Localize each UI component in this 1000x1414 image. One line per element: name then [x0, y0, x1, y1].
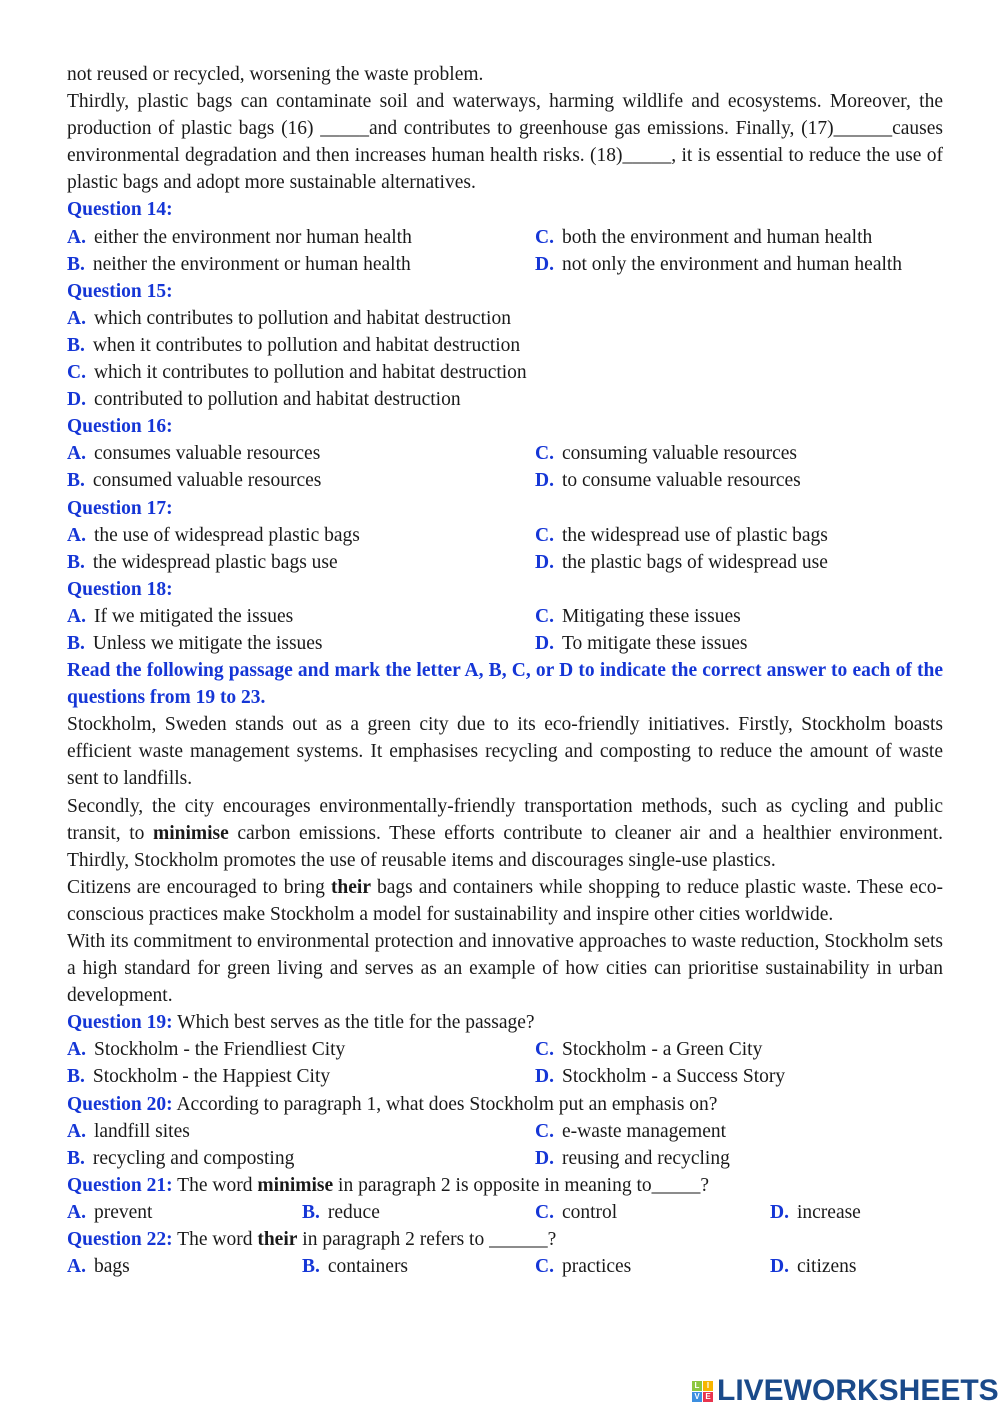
question-21: [67, 1172, 943, 1199]
option-letter: B.: [67, 1066, 85, 1088]
option-text: neither the environment or human health: [92, 253, 411, 275]
passage-paragraph-4: With its commitment to environmental protection and innovative approaches to waste reduction, Stockholm sets a high standard for green living and serves as an example of how cities can prioritise sustainability in urban development.: [67, 931, 943, 1007]
q14-option-d[interactable]: [535, 251, 902, 278]
option-text: to consume valuable resources: [561, 470, 801, 492]
text-segment: bags and containers while shopping to reduce plastic waste. These eco-conscious practices make Stockholm a model for sustainability and inspire other cities worldwide.: [67, 876, 943, 925]
option-letter: B.: [67, 632, 85, 654]
option-text: Stockholm - a Success Story: [561, 1066, 786, 1088]
option-letter: D.: [770, 1201, 789, 1223]
logo-tile: E: [703, 1392, 713, 1402]
q18-option-d[interactable]: [535, 630, 747, 657]
option-letter: A.: [67, 1120, 86, 1142]
q22-option-c[interactable]: [535, 1253, 770, 1280]
option-text: Stockholm - the Happiest City: [92, 1066, 331, 1088]
passage-text: not reused or recycled, worsening the waste problem.: [67, 64, 484, 85]
bold-word: their: [257, 1229, 298, 1251]
option-letter: A.: [67, 605, 86, 627]
q21-option-a[interactable]: [67, 1199, 302, 1226]
section-instruction: Read the following passage and mark the letter A, B, C, or D to indicate the correct answer to each of the questions from 19 to 23.: [67, 660, 943, 709]
worksheet-page: [67, 61, 943, 1280]
option-text: landfill sites: [93, 1120, 190, 1142]
option-text: the use of widespread plastic bags: [93, 524, 360, 546]
q17-option-c[interactable]: [535, 522, 828, 549]
q16-option-b[interactable]: [67, 467, 535, 494]
question-stem: The word: [177, 1174, 258, 1196]
option-letter: C.: [535, 1201, 554, 1223]
question-14-label: Question 14:: [67, 199, 173, 221]
question-16-label: Question 16:: [67, 416, 173, 438]
option-letter: D.: [535, 1147, 554, 1169]
q17-option-d[interactable]: [535, 549, 828, 576]
option-text: practices: [561, 1256, 632, 1278]
q19-option-d[interactable]: [535, 1063, 785, 1090]
q18-option-a[interactable]: [67, 603, 535, 630]
option-text: e-waste management: [561, 1120, 727, 1142]
question-19: [67, 1009, 943, 1036]
option-text: Stockholm - the Friendliest City: [93, 1039, 346, 1061]
logo-tile: V: [692, 1392, 702, 1402]
q22-option-b[interactable]: [302, 1253, 535, 1280]
q19-option-b[interactable]: [67, 1063, 535, 1090]
option-letter: D.: [535, 632, 554, 654]
question-stem: According to paragraph 1, what does Stockholm put an emphasis on?: [176, 1093, 718, 1115]
question-stem: The word: [177, 1229, 258, 1251]
passage-paragraph-3: [67, 874, 943, 928]
question-20: [67, 1091, 943, 1118]
text-segment: carbon emissions. These efforts contribute to cleaner air and a healthier environment. Thirdly, Stockholm promotes the use of reusable items and discourages single-use plastics.: [67, 822, 943, 871]
q22-option-a[interactable]: [67, 1253, 302, 1280]
option-letter: C.: [535, 1256, 554, 1278]
option-letter: D.: [67, 389, 86, 411]
option-text: Mitigating these issues: [561, 605, 741, 627]
q14-option-a[interactable]: [67, 224, 535, 251]
option-letter: A.: [67, 524, 86, 546]
q15-option-b[interactable]: [67, 332, 943, 359]
question-label: Question 20:: [67, 1093, 173, 1115]
q15-option-a[interactable]: [67, 305, 943, 332]
option-letter: A.: [67, 226, 86, 248]
question-stem: Which best serves as the title for the passage?: [177, 1012, 535, 1034]
option-text: To mitigate these issues: [561, 632, 748, 654]
option-letter: C.: [535, 605, 554, 627]
option-text: consumes valuable resources: [93, 443, 321, 465]
logo-tile: I: [703, 1381, 713, 1391]
option-letter: B.: [302, 1256, 320, 1278]
option-text: Unless we mitigate the issues: [92, 632, 323, 654]
text-segment: Citizens are encouraged to bring: [67, 876, 331, 898]
option-letter: C.: [535, 524, 554, 546]
question-label: Question 21:: [67, 1174, 173, 1196]
option-letter: B.: [67, 334, 85, 356]
bold-word: minimise: [257, 1174, 334, 1196]
option-letter: B.: [302, 1201, 320, 1223]
q15-option-d[interactable]: [67, 386, 943, 413]
q20-option-c[interactable]: [535, 1118, 726, 1145]
question-18-label: Question 18:: [67, 578, 173, 600]
question-label: Question 19:: [67, 1012, 173, 1034]
q19-option-c[interactable]: [535, 1036, 762, 1063]
bold-word: minimise: [152, 822, 229, 844]
logo-tile: L: [692, 1381, 702, 1391]
option-letter: D.: [535, 1066, 554, 1088]
q19-option-a[interactable]: [67, 1036, 535, 1063]
logo-wordmark: LIVEWORKSHEETS: [717, 1374, 999, 1407]
passage-paragraph: Thirdly, plastic bags can contaminate soil and waterways, harming wildlife and ecosystems. Moreover, the production of plastic bags (16) _____and contributes to greenhouse gas emissions. Finally, (17)______causes environmental degradation and then increases human health risks. (18)_____, it is essential to reduce the use of plastic bags and adopt more sustainable alternatives.: [67, 91, 943, 194]
q18-option-b[interactable]: [67, 630, 535, 657]
logo-tiles-icon: [692, 1381, 713, 1402]
q21-option-b[interactable]: [302, 1199, 535, 1226]
q20-option-a[interactable]: [67, 1118, 535, 1145]
option-letter: A.: [67, 307, 86, 329]
option-letter: B.: [67, 551, 85, 573]
option-text: If we mitigated the issues: [93, 605, 294, 627]
text-segment: Secondly, the city encourages environmentally-friendly transportation methods, such as cycling and public transit, to: [67, 795, 943, 844]
q14-option-c[interactable]: [535, 224, 872, 251]
option-letter: C.: [535, 443, 554, 465]
option-letter: A.: [67, 1256, 86, 1278]
option-letter: A.: [67, 443, 86, 465]
q18-option-c[interactable]: [535, 603, 741, 630]
option-text: when it contributes to pollution and habitat destruction: [92, 334, 521, 356]
option-text: containers: [327, 1256, 409, 1278]
option-text: citizens: [796, 1256, 857, 1278]
option-text: consuming valuable resources: [561, 443, 797, 465]
q20-option-d[interactable]: [535, 1145, 730, 1172]
option-text: the widespread use of plastic bags: [561, 524, 828, 546]
q16-option-d[interactable]: [535, 467, 801, 494]
option-letter: B.: [67, 1147, 85, 1169]
liveworksheets-logo: [692, 1374, 999, 1408]
question-stem: in paragraph 2 refers to ______?: [297, 1229, 557, 1251]
question-15-label: Question 15:: [67, 280, 173, 302]
option-letter: D.: [770, 1256, 789, 1278]
q20-option-b[interactable]: [67, 1145, 535, 1172]
q16-option-c[interactable]: [535, 440, 797, 467]
q14-option-b[interactable]: [67, 251, 535, 278]
q21-option-d[interactable]: [770, 1199, 861, 1226]
option-text: not only the environment and human health: [561, 253, 903, 275]
option-text: increase: [796, 1201, 861, 1223]
option-text: contributed to pollution and habitat destruction: [93, 389, 461, 411]
option-letter: C.: [535, 1120, 554, 1142]
option-letter: B.: [67, 470, 85, 492]
option-letter: B.: [67, 253, 85, 275]
option-text: prevent: [93, 1201, 153, 1223]
option-text: the plastic bags of widespread use: [561, 551, 828, 573]
option-text: recycling and composting: [92, 1147, 295, 1169]
question-17-label: Question 17:: [67, 497, 173, 519]
option-text: bags: [93, 1256, 130, 1278]
q17-option-b[interactable]: [67, 549, 535, 576]
option-letter: D.: [535, 253, 554, 275]
option-text: reusing and recycling: [561, 1147, 730, 1169]
question-stem: in paragraph 2 is opposite in meaning to_____?: [333, 1174, 710, 1196]
passage-paragraph-2: [67, 793, 943, 874]
option-text: Stockholm - a Green City: [561, 1039, 763, 1061]
question-22: [67, 1226, 943, 1253]
option-letter: D.: [535, 551, 554, 573]
option-text: the widespread plastic bags use: [92, 551, 338, 573]
option-text: consumed valuable resources: [92, 470, 322, 492]
q22-option-d[interactable]: [770, 1253, 857, 1280]
option-letter: A.: [67, 1039, 86, 1061]
q16-option-a[interactable]: [67, 440, 535, 467]
option-text: which it contributes to pollution and habitat destruction: [93, 362, 527, 384]
option-text: control: [561, 1201, 618, 1223]
option-text: both the environment and human health: [561, 226, 873, 248]
option-text: either the environment nor human health: [93, 226, 412, 248]
option-text: reduce: [327, 1201, 380, 1223]
passage-paragraph-1: Stockholm, Sweden stands out as a green city due to its eco-friendly initiatives. Firstly, Stockholm boasts efficient waste management systems. It emphasises recycling and composting to reduce the amount of waste sent to landfills.: [67, 714, 943, 790]
option-letter: D.: [535, 470, 554, 492]
q21-option-c[interactable]: [535, 1199, 770, 1226]
option-letter: A.: [67, 1201, 86, 1223]
option-letter: C.: [535, 1039, 554, 1061]
option-text: which contributes to pollution and habitat destruction: [93, 307, 511, 329]
question-label: Question 22:: [67, 1229, 173, 1251]
q17-option-a[interactable]: [67, 522, 535, 549]
bold-word: their: [330, 876, 372, 898]
q15-option-c[interactable]: [67, 359, 943, 386]
option-letter: C.: [535, 226, 554, 248]
option-letter: C.: [67, 362, 86, 384]
